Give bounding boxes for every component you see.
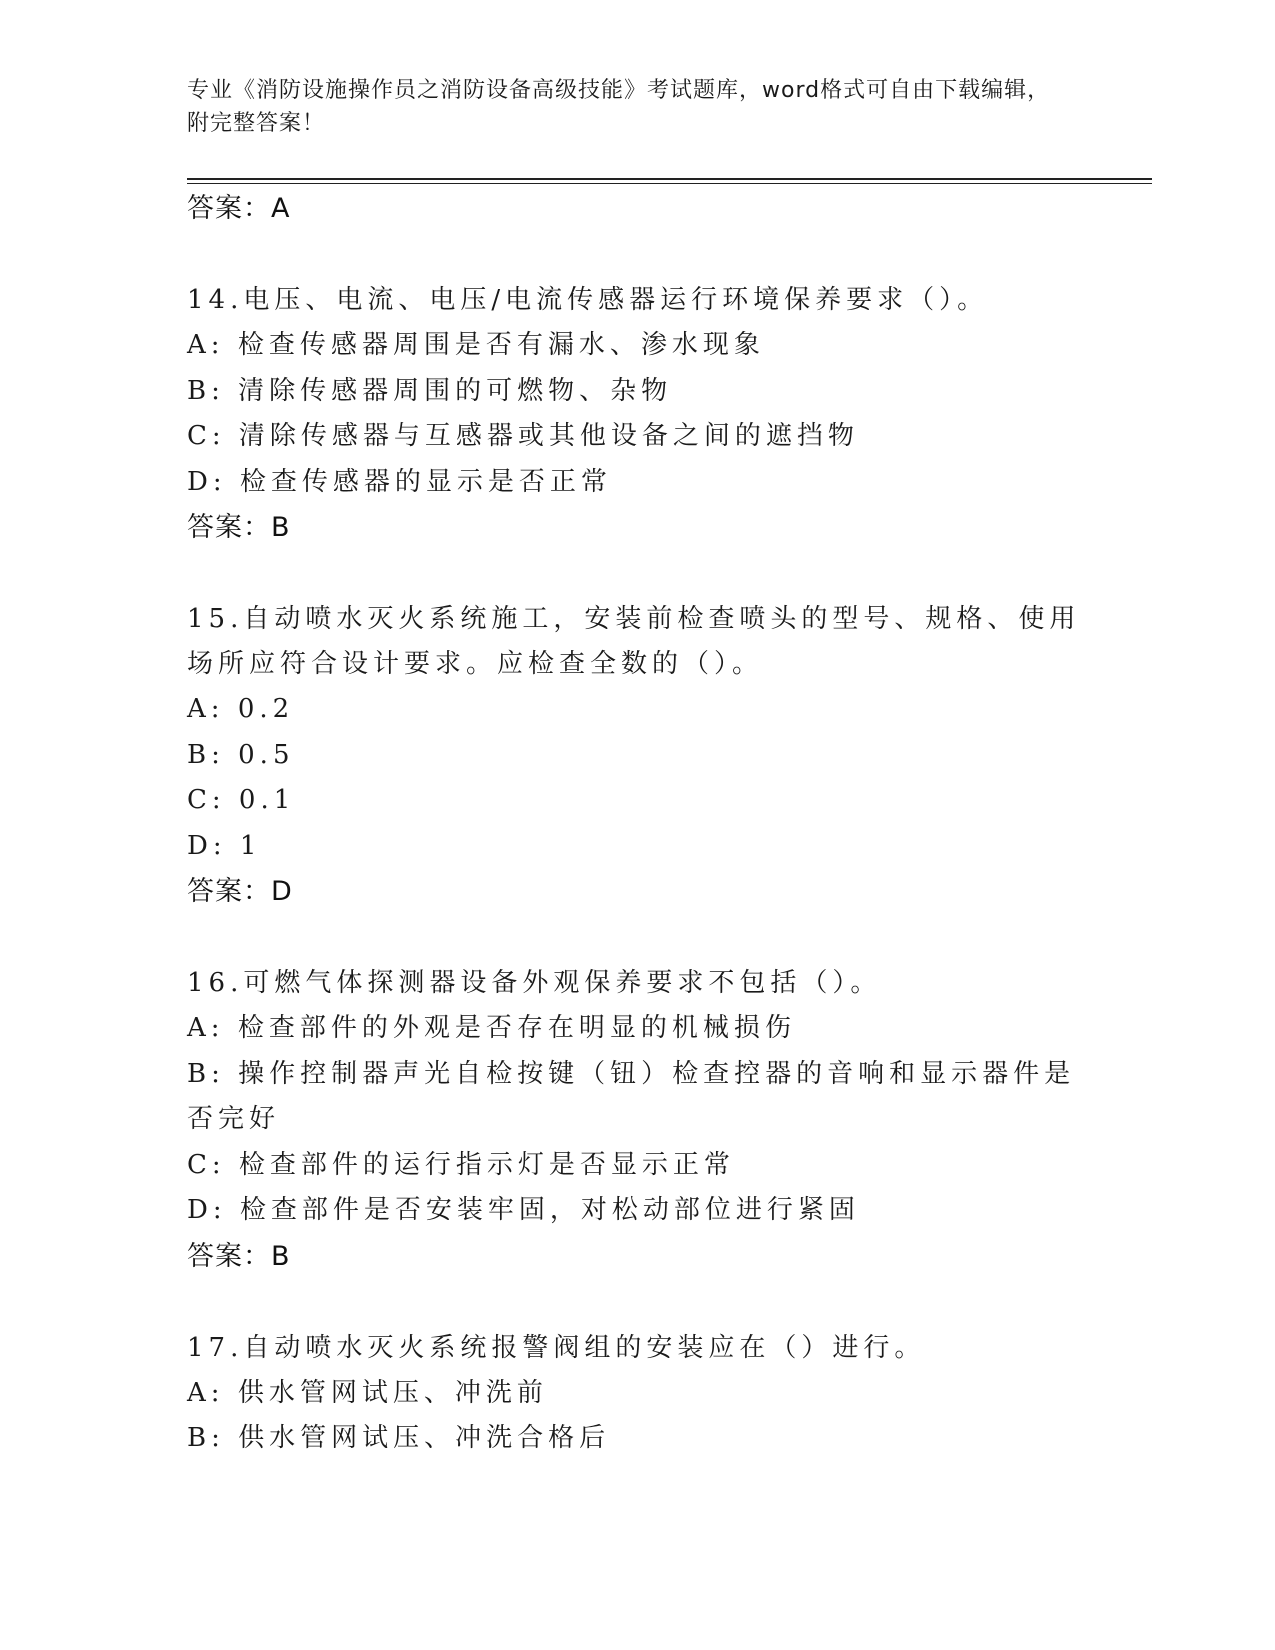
option-text: 0.5	[238, 739, 295, 770]
option-text: 检查部件的运行指示灯是否显示正常	[238, 1149, 735, 1180]
option-text: 0.1	[238, 785, 296, 815]
question-block	[187, 1326, 1087, 1462]
question-option	[187, 323, 1087, 369]
option-text: 检查部件是否安装牢固，对松动部位进行紧固	[239, 1195, 860, 1225]
answer-label: 答案：	[187, 1240, 271, 1272]
question-option	[187, 1371, 1087, 1417]
answer-value: D	[271, 876, 293, 907]
question-option	[187, 1416, 1087, 1462]
question-block	[187, 961, 1087, 1279]
answer-label: 答案：	[187, 193, 271, 224]
option-letter: A:	[187, 1377, 225, 1408]
question-stem: 17.自动喷水灭火系统报警阀组的安装应在（）进行。	[187, 1332, 926, 1363]
option-text: 检查传感器周围是否有漏水、渗水现象	[237, 330, 765, 360]
question-list	[187, 186, 1087, 1462]
question-stem: 16.可燃气体探测器设备外观保养要求不包括（）。	[187, 968, 882, 998]
option-text: 供水管网试压、冲洗合格后	[238, 1423, 611, 1453]
question-option	[187, 733, 1087, 779]
option-text: 供水管网试压、冲洗前	[237, 1377, 548, 1408]
option-text: 检查部件的外观是否存在明显的机械损伤	[237, 1013, 796, 1043]
question-stem: 15.自动喷水灭火系统施工，安装前检查喷头的型号、规格、使用场所应符合设计要求。应检查全数的（）。	[187, 604, 1081, 679]
answer-value: B	[271, 1240, 291, 1272]
answer-value: A	[271, 193, 291, 224]
answer-label: 答案：	[187, 876, 271, 907]
option-letter: A:	[187, 1013, 225, 1043]
question-block	[187, 597, 1087, 914]
question-option	[187, 1143, 1087, 1189]
question-option	[187, 1052, 1087, 1143]
document-header: 专业《消防设施操作员之消防设备高级技能》考试题库，word格式可自由下载编辑，附完整答案！	[187, 78, 1051, 136]
option-text: 1	[239, 830, 262, 861]
option-text: 清除传感器周围的可燃物、杂物	[238, 375, 673, 406]
option-letter: C:	[187, 785, 226, 815]
answer-line	[187, 869, 1087, 914]
question-block	[187, 278, 1087, 550]
question-option	[187, 414, 1087, 460]
option-text: 操作控制器声光自检按键（钮）检查控器的音响和显示器件是否完好	[187, 1058, 1076, 1134]
option-text: 检查传感器的显示是否正常	[239, 466, 612, 497]
option-letter: C:	[187, 421, 226, 451]
answer-line	[187, 1234, 1087, 1279]
option-letter: D:	[187, 1195, 227, 1225]
question-option	[187, 1006, 1087, 1052]
answer-line	[187, 505, 1087, 550]
option-text: 0.2	[237, 694, 295, 724]
question-option	[187, 460, 1087, 506]
question-option	[187, 824, 1087, 870]
option-letter: B:	[187, 1058, 225, 1089]
option-letter: D:	[187, 466, 227, 497]
answer-label: 答案：	[187, 512, 271, 543]
option-letter: B:	[187, 375, 225, 406]
option-letter: A:	[187, 330, 225, 360]
header-rule-thin	[187, 183, 1152, 184]
question-option	[187, 369, 1087, 415]
question-option	[187, 687, 1087, 733]
header-rule-thick	[187, 178, 1152, 180]
option-text: 清除传感器与互感器或其他设备之间的遮挡物	[238, 421, 859, 451]
question-option	[187, 778, 1087, 824]
option-letter: C:	[187, 1149, 226, 1180]
option-letter: A:	[187, 694, 225, 724]
option-letter: B:	[187, 739, 225, 770]
question-stem: 14.电压、电流、电压/电流传感器运行环境保养要求（）。	[187, 285, 989, 315]
option-letter: D:	[187, 830, 227, 861]
option-letter: B:	[187, 1423, 225, 1453]
question-option	[187, 1188, 1087, 1234]
answer-value: B	[271, 512, 291, 543]
answer-line	[187, 186, 1087, 231]
